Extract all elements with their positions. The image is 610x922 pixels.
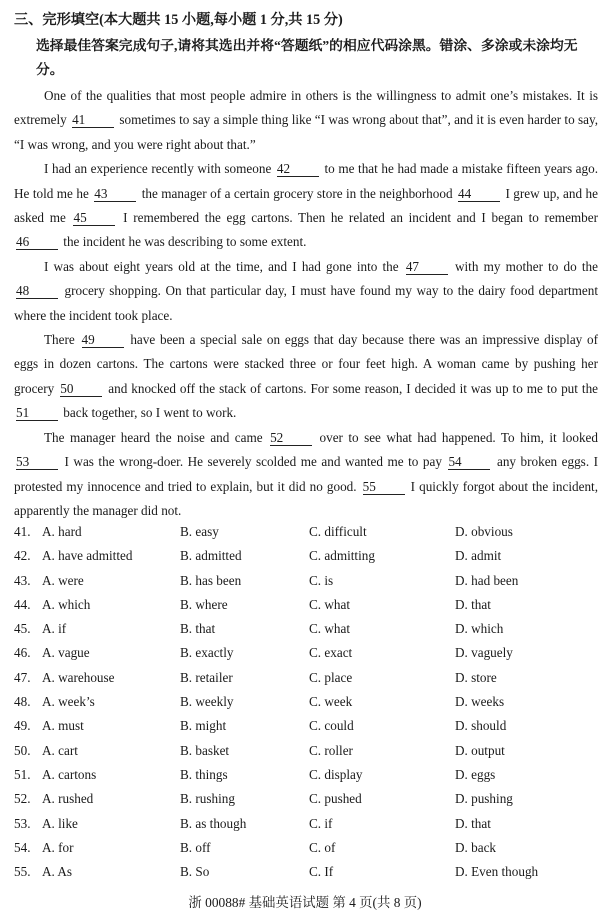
section-title: 三、完形填空(本大题共 15 小题,每小题 1 分,共 15 分) <box>14 12 343 28</box>
blank-47: 47 <box>406 259 448 275</box>
blank-48: 48 <box>16 283 58 299</box>
blank-45: 45 <box>73 210 115 226</box>
option-b: B. off <box>180 839 211 855</box>
question-number: 47. <box>14 669 31 685</box>
option-a: A. were <box>42 572 84 588</box>
option-d: D. pushing <box>455 791 513 807</box>
question-53 <box>14 814 604 838</box>
option-d: D. Even though <box>455 864 539 880</box>
paragraph-3 <box>14 255 598 328</box>
option-c: C. is <box>309 572 334 588</box>
question-49 <box>14 716 604 740</box>
option-c: C. week <box>309 694 353 710</box>
passage-text: I grew up, and he asked me <box>14 185 598 226</box>
option-a: A. hard <box>42 524 82 539</box>
question-51 <box>14 765 604 789</box>
blank-51: 51 <box>16 405 58 421</box>
passage-text: the incident he was describing to some extent. <box>63 234 307 250</box>
option-a: A. warehouse <box>42 669 115 685</box>
question-45 <box>14 619 604 643</box>
option-b: B. weekly <box>180 694 234 710</box>
blank-50: 50 <box>60 381 102 397</box>
option-b: B. basket <box>180 742 230 758</box>
passage-text: any broken eggs. I protested my innocence and tried to explain, but it did no good. <box>14 454 599 494</box>
question-number: 43. <box>14 572 31 588</box>
option-b: B. might <box>180 718 227 734</box>
paragraph-5 <box>14 426 598 524</box>
question-number: 54. <box>14 839 31 855</box>
passage-text: I had an experience recently with someone <box>44 161 272 177</box>
question-54 <box>14 838 604 862</box>
option-d: D. that <box>455 596 491 612</box>
question-number: 42. <box>14 548 31 564</box>
option-c: C. difficult <box>309 524 367 539</box>
question-number: 46. <box>14 645 31 661</box>
paragraph-4 <box>14 328 598 426</box>
option-b: B. easy <box>180 524 219 539</box>
option-c: C. display <box>309 766 363 782</box>
option-b: B. that <box>180 621 216 637</box>
option-a: A. if <box>42 621 67 637</box>
option-a: A. which <box>42 596 91 612</box>
option-d: D. that <box>455 815 491 831</box>
question-47 <box>14 668 604 692</box>
option-b: B. where <box>180 596 228 612</box>
option-b: B. So <box>180 864 210 880</box>
question-number: 50. <box>14 742 31 758</box>
question-55 <box>14 862 604 886</box>
question-50 <box>14 741 604 765</box>
option-b: B. admitted <box>180 548 242 564</box>
option-a: A. have admitted <box>42 548 133 564</box>
passage-text: One of the qualities that most people admire in others is the willingness to admit one’s mistakes. It is extremely <box>14 88 598 128</box>
option-d: D. vaguely <box>455 645 513 661</box>
option-a: A. must <box>42 718 84 734</box>
option-c: C. exact <box>309 645 353 661</box>
option-d: D. should <box>455 718 507 734</box>
question-41 <box>14 522 604 546</box>
option-a: A. cart <box>42 742 78 758</box>
option-a: A. As <box>42 864 73 880</box>
passage-text: I quickly forgot about the incident, apparently the manager did not. <box>14 478 599 518</box>
cloze-passage <box>14 84 598 523</box>
passage-text: The manager heard the noise and came <box>44 429 263 445</box>
question-44 <box>14 595 604 619</box>
question-number: 49. <box>14 718 31 734</box>
question-number: 51. <box>14 766 31 782</box>
option-d: D. admit <box>455 548 502 564</box>
passage-text: and knocked off the stack of cartons. For some reason, I decided it was up to me to put the <box>108 380 599 396</box>
paragraph-1 <box>14 84 598 157</box>
blank-54: 54 <box>448 454 490 470</box>
option-b: B. retailer <box>180 669 233 685</box>
blank-53: 53 <box>16 454 58 470</box>
question-number: 41. <box>14 524 31 539</box>
passage-text: I was about eight years old at the time, and I had gone into the <box>44 258 399 274</box>
question-number: 53. <box>14 815 31 831</box>
option-a: A. rushed <box>42 791 94 807</box>
option-b: B. things <box>180 766 228 782</box>
option-b: B. exactly <box>180 645 234 661</box>
passage-text: to me that he had made a mistake fifteen years ago. He told me he <box>14 161 599 201</box>
option-b: B. as though <box>180 815 247 831</box>
option-d: D. back <box>455 839 497 855</box>
passage-text: have been a special sale on eggs that day because there was an impressive display of eggs in dozen cartons. The cartons were stacked three or four feet high. A woman came by pushing her grocery <box>14 332 599 396</box>
option-d: D. obvious <box>455 524 513 539</box>
option-a: A. like <box>42 815 78 831</box>
passage-text: over to see what had happened. To him, it looked <box>319 429 598 445</box>
section-instructions: 选择最佳答案完成句子,请将其选出并将“答题纸”的相应代码涂黑。错涂、多涂或未涂均无分。 <box>36 38 578 77</box>
question-42 <box>14 546 604 570</box>
blank-41: 41 <box>72 112 114 128</box>
option-c: C. admitting <box>309 548 375 564</box>
option-d: D. weeks <box>455 694 505 710</box>
question-number: 48. <box>14 694 31 710</box>
option-c: C. pushed <box>309 791 362 807</box>
question-46 <box>14 643 604 667</box>
option-d: D. eggs <box>455 766 496 782</box>
option-c: C. roller <box>309 742 353 758</box>
option-b: B. rushing <box>180 791 235 807</box>
passage-text: back together, so I went to work. <box>63 405 237 421</box>
option-d: D. had been <box>455 572 519 588</box>
option-c: C. could <box>309 718 354 734</box>
option-a: A. for <box>42 839 74 855</box>
option-d: D. store <box>455 669 497 685</box>
blank-49: 49 <box>82 332 124 348</box>
option-c: C. if <box>309 815 333 831</box>
answer-options <box>14 522 604 886</box>
option-b: B. has been <box>180 572 242 588</box>
blank-43: 43 <box>94 186 136 202</box>
question-52 <box>14 789 604 813</box>
question-number: 44. <box>14 596 31 612</box>
option-c: C. what <box>309 621 351 637</box>
passage-text: There <box>44 332 75 348</box>
question-number: 45. <box>14 621 31 637</box>
blank-44: 44 <box>458 186 500 202</box>
option-d: D. which <box>455 621 504 637</box>
question-number: 55. <box>14 864 31 880</box>
question-43 <box>14 571 604 595</box>
option-a: A. cartons <box>42 766 97 782</box>
page-footer: 浙 00088# 基础英语试题 第 4 页(共 8 页) <box>188 895 422 910</box>
passage-text: with my mother to do the <box>454 258 599 274</box>
question-number: 52. <box>14 791 31 807</box>
blank-42: 42 <box>277 161 319 177</box>
option-a: A. vague <box>42 645 90 661</box>
option-c: C. If <box>309 864 334 880</box>
option-c: C. place <box>309 669 353 685</box>
option-d: D. output <box>455 742 505 758</box>
option-c: C. what <box>309 596 351 612</box>
passage-text: the manager of a certain grocery store in the neighborhood <box>141 185 453 201</box>
passage-text: I was the wrong-doer. He severely scolded me and wanted me to pay <box>64 454 442 470</box>
option-c: C. of <box>309 839 336 855</box>
blank-52: 52 <box>270 430 312 446</box>
blank-46: 46 <box>16 234 58 250</box>
blank-55: 55 <box>363 479 405 495</box>
passage-text: I remembered the egg cartons. Then he related an incident and I began to remember <box>123 210 599 226</box>
option-a: A. week’s <box>42 694 95 710</box>
passage-text: grocery shopping. On that particular day, I must have found my way to the dairy food department where the incident took place. <box>14 283 598 323</box>
passage-text: sometimes to say a simple thing like “I was wrong about that”, and it is even harder to say, “I was wrong, and you were right about that.” <box>14 112 599 152</box>
question-48 <box>14 692 604 716</box>
paragraph-2 <box>14 157 598 255</box>
